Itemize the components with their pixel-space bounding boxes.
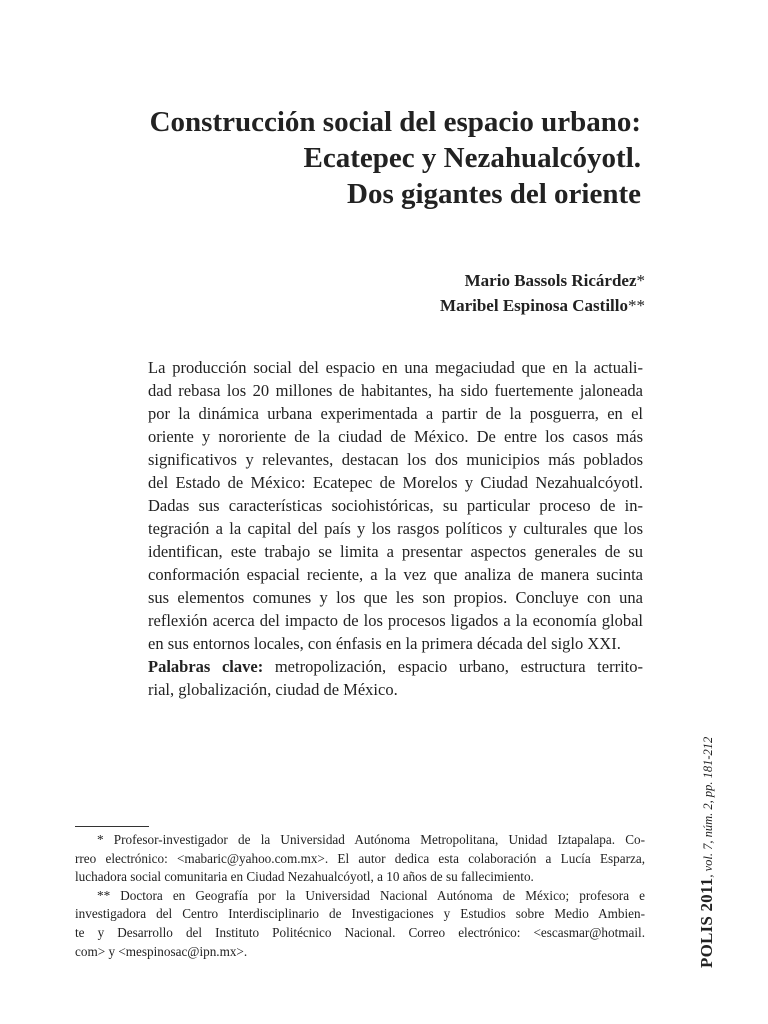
running-head bbox=[697, 737, 717, 968]
footnote-line: luchadora social comunitaria en Ciudad Nezahualcóyotl, a 10 años de su fallecimiento. bbox=[75, 869, 534, 885]
journal-name: POLIS 2011 bbox=[697, 877, 716, 968]
article-title bbox=[41, 104, 641, 212]
abstract bbox=[148, 356, 643, 701]
title-line: Construcción social del espacio urbano: bbox=[149, 106, 641, 138]
abstract-line: Dadas sus características sociohistóricas, su particular proceso de in- bbox=[148, 496, 643, 515]
footnote-separator bbox=[75, 826, 149, 827]
abstract-line: en sus entornos locales, con énfasis en la primera década del siglo XXI. bbox=[148, 634, 621, 653]
author-list bbox=[145, 268, 645, 318]
keywords-text: metropolización, espacio urbano, estructura territo- bbox=[263, 657, 643, 676]
abstract-line: significativos y relevantes, destacan los dos municipios más poblados bbox=[148, 450, 643, 469]
footnote-line: rreo electrónico: <mabaric@yahoo.com.mx>. El autor dedica esta colaboración a Lucía Esparza, bbox=[75, 850, 645, 866]
title-line: Dos gigantes del oriente bbox=[347, 178, 641, 210]
author-name: Mario Bassols Ricárdez bbox=[464, 271, 637, 290]
abstract-line: tegración a la capital del país y los rasgos políticos y culturales que los bbox=[148, 519, 643, 538]
footnotes bbox=[75, 831, 645, 961]
abstract-line: identifican, este trabajo se limita a presentar aspectos generales de su bbox=[148, 542, 643, 561]
abstract-line: del Estado de México: Ecatepec de Morelos y Ciudad Nezahualcóyotl. bbox=[148, 473, 643, 492]
footnote-mark: ** bbox=[628, 296, 645, 315]
footnote-line: ** Doctora en Geografía por la Universidad Nacional Autónoma de México; profesora e bbox=[97, 887, 645, 903]
footnote-line: * Profesor-investigador de la Universidad Autónoma Metropolitana, Unidad Iztapalapa. Co- bbox=[97, 832, 645, 847]
abstract-line: dad rebasa los 20 millones de habitantes, ha sido fuertemente jaloneada bbox=[148, 381, 643, 400]
abstract-line: La producción social del espacio en una megaciudad que en la actuali- bbox=[148, 358, 643, 377]
footnote-line: com> y <mespinosac@ipn.mx>. bbox=[75, 943, 248, 959]
abstract-line: sus elementos comunes y los que les son propios. Concluye con una bbox=[148, 588, 643, 607]
author-line bbox=[145, 268, 645, 293]
footnote-mark: * bbox=[636, 271, 645, 290]
footnote-line: te y Desarrollo del Instituto Politécnico Nacional. Correo electrónico: <escasmar@hotmail. bbox=[75, 924, 645, 940]
keywords-line: rial, globalización, ciudad de México. bbox=[148, 680, 398, 699]
title-line: Ecatepec y Nezahualcóyotl. bbox=[303, 142, 641, 174]
author-name: Maribel Espinosa Castillo bbox=[440, 296, 628, 315]
abstract-line: conformación espacial reciente, a la vez que analiza de manera sucinta bbox=[148, 565, 643, 584]
abstract-line: oriente y nororiente de la ciudad de México. De entre los casos más bbox=[148, 427, 643, 446]
abstract-line: reflexión acerca del impacto de los procesos ligados a la economía global bbox=[148, 611, 643, 630]
issue-details: , vol. 7, núm. 2, pp. 181-212 bbox=[701, 736, 715, 878]
abstract-line: por la dinámica urbana experimentada a partir de la posguerra, en el bbox=[148, 404, 643, 423]
keywords-label: Palabras clave: bbox=[148, 657, 264, 676]
author-line bbox=[145, 293, 645, 318]
footnote-line: investigadora del Centro Interdisciplinario de Investigaciones y Estudios sobre Medio Ambien- bbox=[75, 906, 645, 922]
keywords-line bbox=[148, 655, 643, 678]
